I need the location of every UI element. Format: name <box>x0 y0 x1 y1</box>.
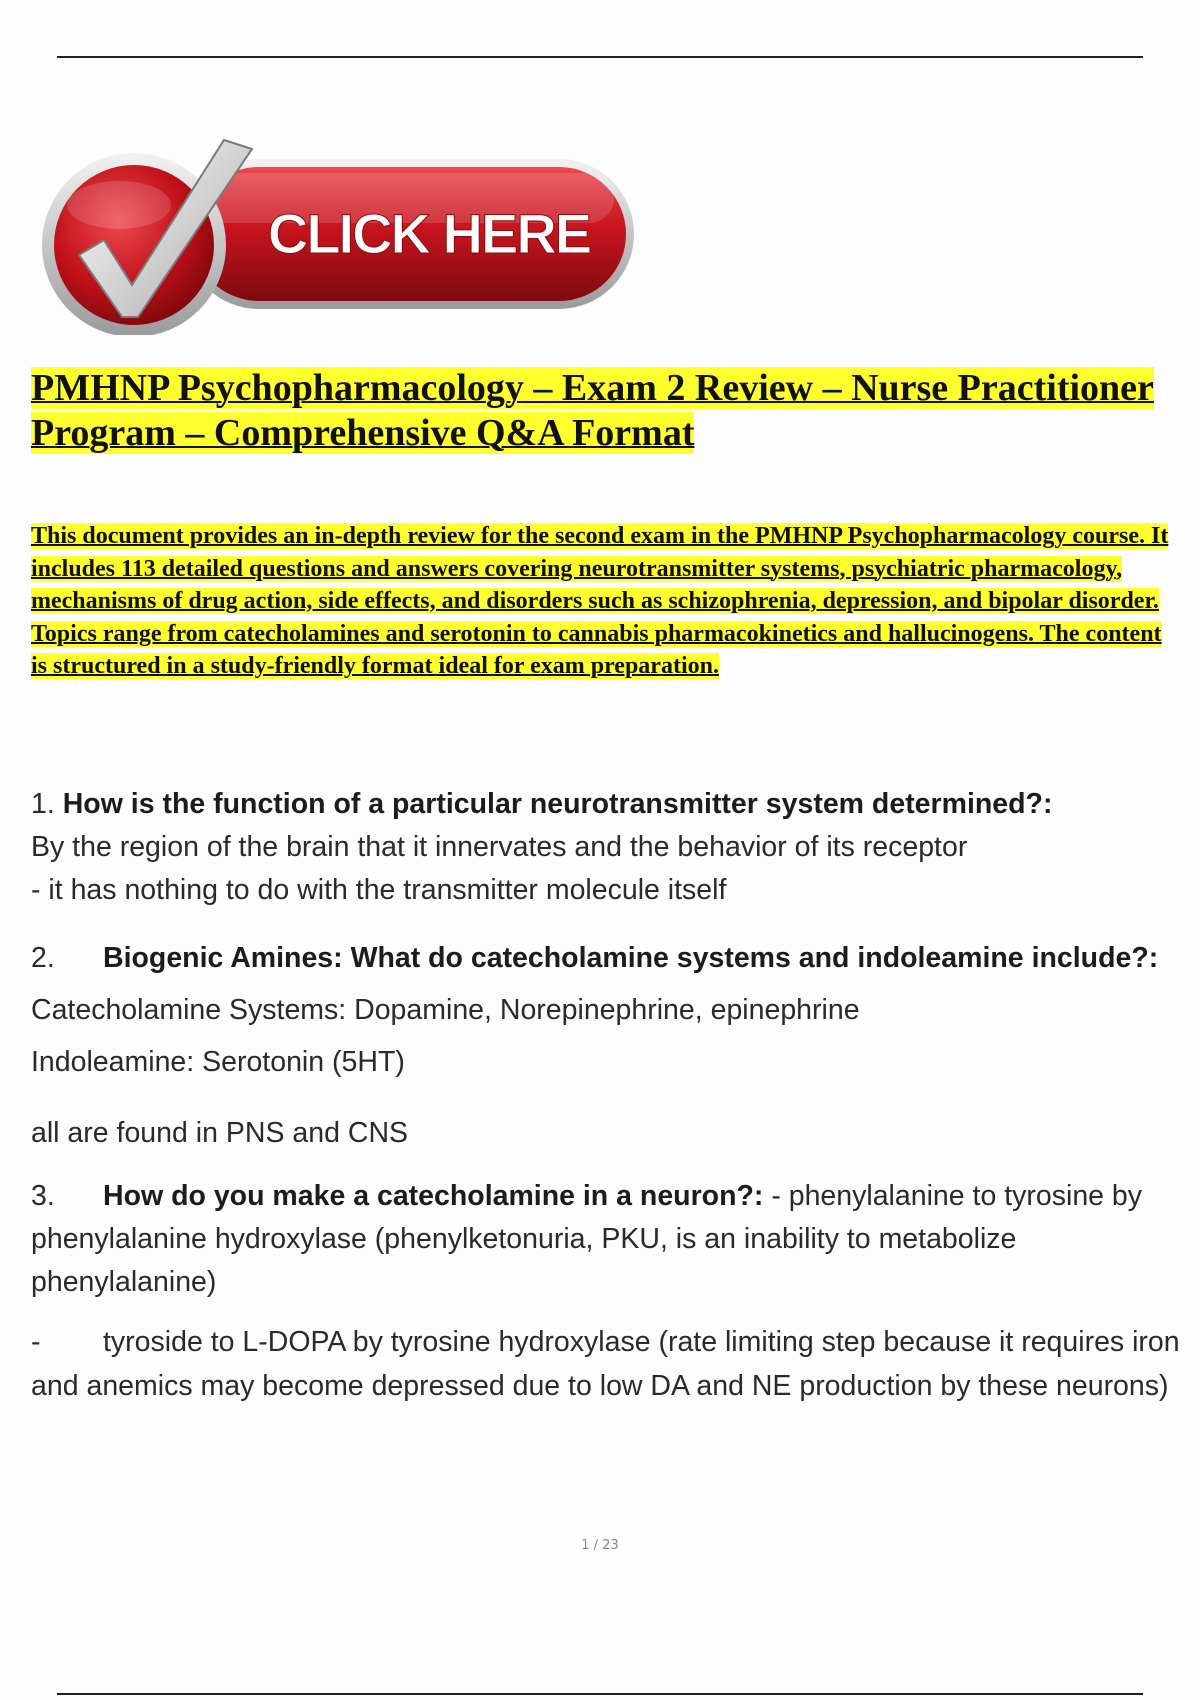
click-here-button[interactable] <box>34 135 639 335</box>
document-summary <box>31 520 1171 683</box>
question-2-number: 2. <box>31 942 55 974</box>
question-1-answer-line-2: - it has nothing to do with the transmitter molecule itself <box>31 874 727 906</box>
document-summary-text: This document provides an in-depth review for the second exam in the PMHNP Psychopharmacology course. It includes 113 detailed questions and answers covering neurotransmitter systems, psychiatric pharmacology, mechanisms of drug action, side effects, and disorders such as schizophrenia, depression, and bipolar disorder. Topics range from catecholamines and serotonin to cannabis pharmacokinetics and hallucinogens. The content is structured in a study-friendly format ideal for exam preparation. <box>31 523 1169 679</box>
question-2-answer-line-2: Indoleamine: Serotonin (5HT) <box>31 1046 405 1078</box>
question-3-bullet-marker: - <box>31 1326 41 1358</box>
page-indicator: 1 / 23 <box>581 1538 619 1553</box>
question-1-number: 1. <box>31 788 55 820</box>
question-2-text: Biogenic Amines: What do catecholamine systems and indoleamine include?: <box>103 942 1159 974</box>
question-3-answer: - phenylalanine to tyrosine by phenylalanine hydroxylase (phenylketonuria, PKU, is an inability to metabolize phenylalanine) <box>31 1180 1143 1298</box>
top-rule <box>57 56 1143 58</box>
question-2 <box>31 932 1181 1088</box>
question-2-answer: Catecholamine Systems: Dopamine, Norepinephrine, epinephrine <box>31 994 860 1026</box>
question-1-answer-line-1: By the region of the brain that it innervates and the behavior of its receptor <box>31 831 968 863</box>
document-title-text: PMHNP Psychopharmacology – Exam 2 Review – Nurse Practitioner Program – Comprehensive Q&A Format <box>31 367 1154 454</box>
question-3 <box>31 1175 1181 1304</box>
question-3-number: 3. <box>31 1180 55 1212</box>
question-3-bullet <box>31 1320 1181 1408</box>
question-2-extra: all are found in PNS and CNS <box>31 1117 409 1149</box>
click-here-label: CLICK HERE <box>267 202 591 265</box>
bottom-rule <box>57 1693 1143 1695</box>
document-title <box>31 366 1161 456</box>
question-3-bullet-text: tyroside to L-DOPA by tyrosine hydroxylase (rate limiting step because it requires iron and anemics may become depressed due to low DA and NE production by these neurons) <box>31 1326 1180 1402</box>
question-1 <box>31 783 1181 912</box>
click-here-graphic <box>34 135 639 335</box>
question-3-text: How do you make a catecholamine in a neuron?: <box>103 1180 764 1212</box>
question-1-heading <box>31 783 1181 826</box>
question-1-text: How is the function of a particular neurotransmitter system determined?: <box>62 788 1053 820</box>
